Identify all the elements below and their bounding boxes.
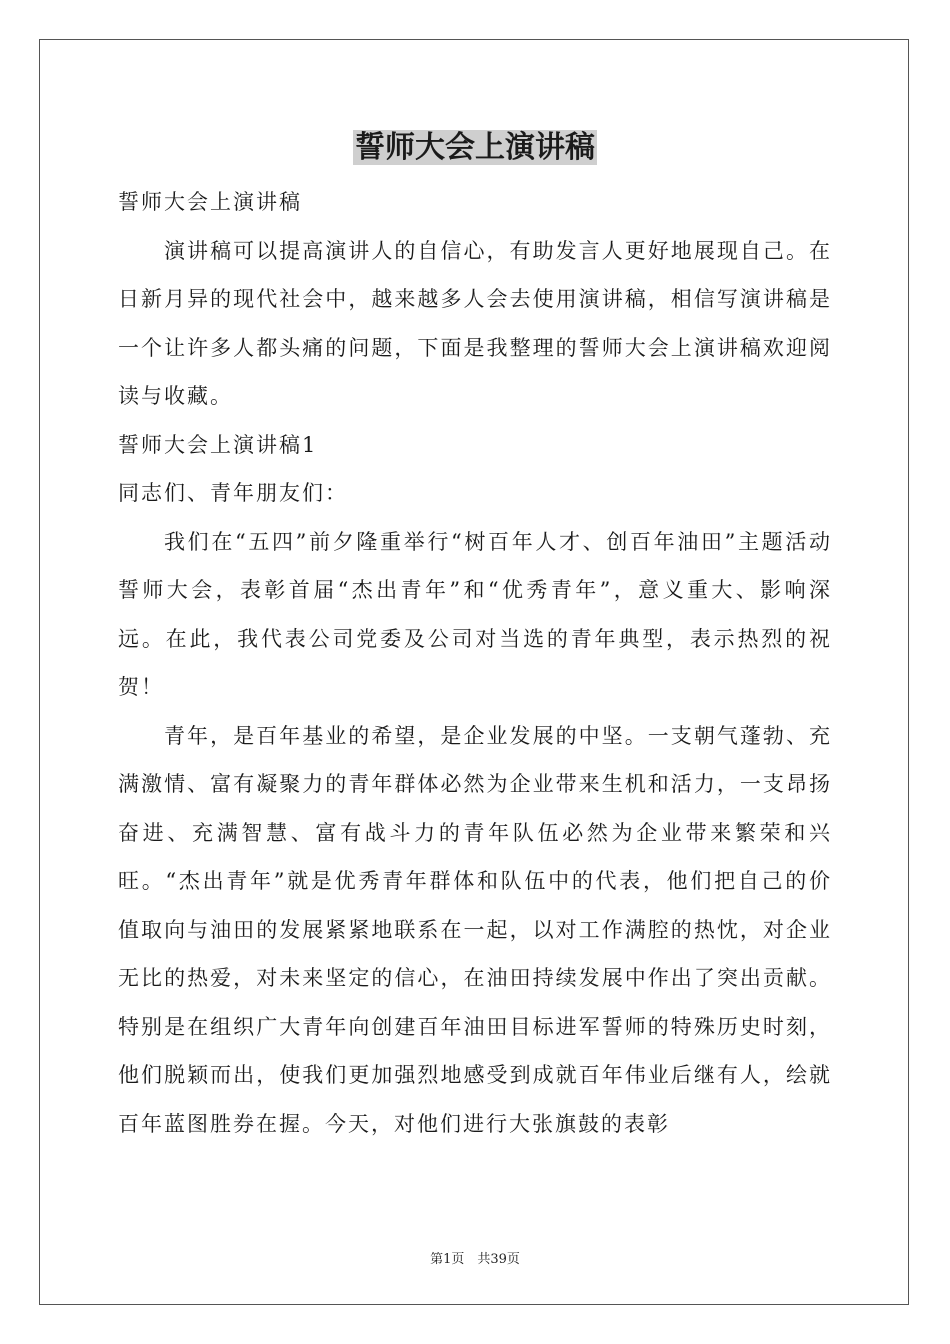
document-title bbox=[0, 126, 950, 170]
body-paragraph: 青年，是百年基业的希望，是企业发展的中坚。一支朝气蓬勃、充满激情、富有凝聚力的青年群体必然为企业带来生机和活力，一支昂扬奋进、充满智慧、富有战斗力的青年队伍必然为企业带来繁荣和兴旺。“杰出青年”就是优秀青年群体和队伍中的代表，他们把自己的价值取向与油田的发展紧紧地联系在一起，以对工作满腔的热忱，对企业无比的热爱，对未来坚定的信心，在油田持续发展中作出了突出贡献。特别是在组织广大青年向创建百年油田目标进军誓师的特殊历史时刻，他们脱颖而出，使我们更加强烈地感受到成就百年伟业后继有人，绘就百年蓝图胜券在握。今天，对他们进行大张旗鼓的表彰 bbox=[118, 723, 832, 1136]
salutation: 同志们、青年朋友们： bbox=[118, 481, 348, 505]
section-heading: 誓师大会上演讲稿1 bbox=[118, 432, 318, 457]
document-body bbox=[118, 178, 832, 1148]
document-title-text: 誓师大会上演讲稿 bbox=[355, 130, 595, 165]
intro-paragraph: 演讲稿可以提高演讲人的自信心，有助发言人更好地展现自己。在日新月异的现代社会中，越来越多人会去使用演讲稿，相信写演讲稿是一个让许多人都头痛的问题，下面是我整理的誓师大会上演讲稿欢迎阅读与收藏。 bbox=[118, 238, 832, 408]
page-number-footer: 第1页 共39页 bbox=[430, 1252, 520, 1267]
body-paragraph: 我们在“五四”前夕隆重举行“树百年人才、创百年油田”主题活动誓师大会，表彰首届“杰出青年”和“优秀青年”，意义重大、影响深远。在此，我代表公司党委及公司对当选的青年典型，表示热烈的祝贺！ bbox=[118, 529, 832, 699]
subtitle-line: 誓师大会上演讲稿 bbox=[118, 190, 302, 214]
